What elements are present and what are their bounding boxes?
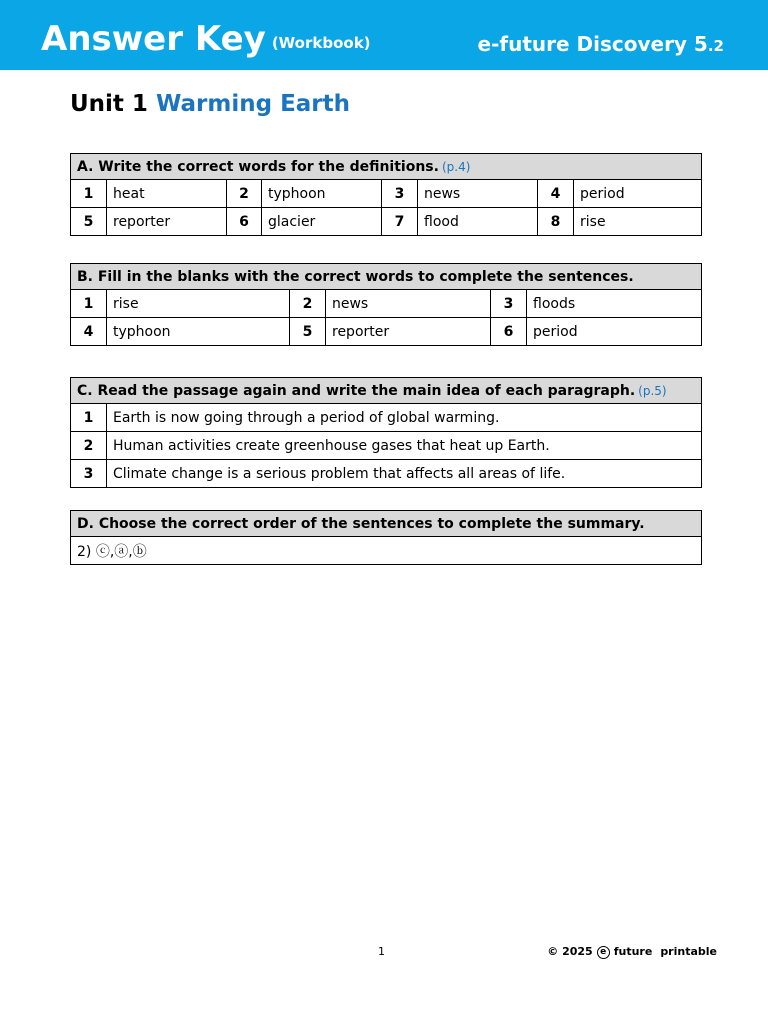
item-number: 7 bbox=[382, 208, 418, 236]
item-number: 3 bbox=[491, 290, 527, 318]
efuture-logo-icon: e bbox=[597, 946, 610, 959]
unit-name: Warming Earth bbox=[155, 91, 351, 117]
item-number: 8 bbox=[538, 208, 574, 236]
answer-word: flood bbox=[418, 208, 538, 236]
footer-copyright bbox=[547, 945, 717, 959]
page-number: 1 bbox=[378, 945, 385, 958]
item-number: 1 bbox=[71, 290, 107, 318]
answer-word: rise bbox=[574, 208, 702, 236]
section-d-heading: D. Choose the correct order of the sentences to complete the summary. bbox=[71, 511, 702, 537]
answer-key-title bbox=[41, 18, 371, 64]
section-a-heading: A. Write the correct words for the definitions. (p.4) bbox=[71, 154, 702, 180]
answer-word: reporter bbox=[326, 318, 491, 346]
section-b-table bbox=[70, 263, 702, 346]
answer-word: news bbox=[418, 180, 538, 208]
main-idea-text: Human activities create greenhouse gases that heat up Earth. bbox=[107, 432, 702, 460]
summary-order-answer: 2) ⓒ,ⓐ,ⓑ bbox=[71, 537, 702, 565]
item-number: 2 bbox=[71, 432, 107, 460]
answer-word: heat bbox=[107, 180, 227, 208]
answer-word: rise bbox=[107, 290, 290, 318]
title-text: Answer Key bbox=[41, 19, 266, 59]
section-c-heading: C. Read the passage again and write the main idea of each paragraph. (p.5) bbox=[71, 378, 702, 404]
item-number: 5 bbox=[290, 318, 326, 346]
item-number: 3 bbox=[71, 460, 107, 488]
table-row bbox=[71, 290, 702, 318]
answer-word: floods bbox=[527, 290, 702, 318]
answer-word: reporter bbox=[107, 208, 227, 236]
table-row bbox=[71, 537, 702, 565]
answer-word: news bbox=[326, 290, 491, 318]
brand-text: future bbox=[613, 945, 653, 958]
header-banner bbox=[0, 0, 768, 70]
table-row bbox=[71, 460, 702, 488]
item-number: 1 bbox=[71, 180, 107, 208]
item-number: 5 bbox=[71, 208, 107, 236]
item-number: 6 bbox=[227, 208, 262, 236]
item-number: 2 bbox=[290, 290, 326, 318]
unit-label: Unit 1 bbox=[70, 91, 148, 117]
section-c-table bbox=[70, 377, 702, 488]
item-number: 1 bbox=[71, 404, 107, 432]
item-number: 4 bbox=[538, 180, 574, 208]
item-number: 2 bbox=[227, 180, 262, 208]
section-a-table bbox=[70, 153, 702, 236]
answer-word: typhoon bbox=[107, 318, 290, 346]
section-d-table bbox=[70, 510, 702, 565]
item-number: 6 bbox=[491, 318, 527, 346]
main-idea-text: Climate change is a serious problem that affects all areas of life. bbox=[107, 460, 702, 488]
page-ref: (p.4) bbox=[441, 159, 471, 174]
workbook-subtitle: (Workbook) bbox=[271, 34, 371, 52]
table-row bbox=[71, 208, 702, 236]
main-idea-text: Earth is now going through a period of global warming. bbox=[107, 404, 702, 432]
table-row bbox=[71, 318, 702, 346]
copyright-text: © 2025 bbox=[547, 945, 593, 958]
series-volume: .2 bbox=[707, 37, 724, 55]
item-number: 3 bbox=[382, 180, 418, 208]
page-ref: (p.5) bbox=[638, 383, 667, 398]
series-text: e-future Discovery 5 bbox=[477, 32, 708, 56]
answer-word: period bbox=[574, 180, 702, 208]
printable-text: printable bbox=[660, 945, 717, 958]
table-row bbox=[71, 404, 702, 432]
table-row bbox=[71, 180, 702, 208]
item-number: 4 bbox=[71, 318, 107, 346]
series-name bbox=[478, 30, 724, 60]
section-b-heading: B. Fill in the blanks with the correct words to complete the sentences. bbox=[71, 264, 702, 290]
table-row bbox=[71, 432, 702, 460]
unit-title bbox=[70, 88, 350, 120]
answer-word: glacier bbox=[262, 208, 382, 236]
answer-word: period bbox=[527, 318, 702, 346]
answer-word: typhoon bbox=[262, 180, 382, 208]
